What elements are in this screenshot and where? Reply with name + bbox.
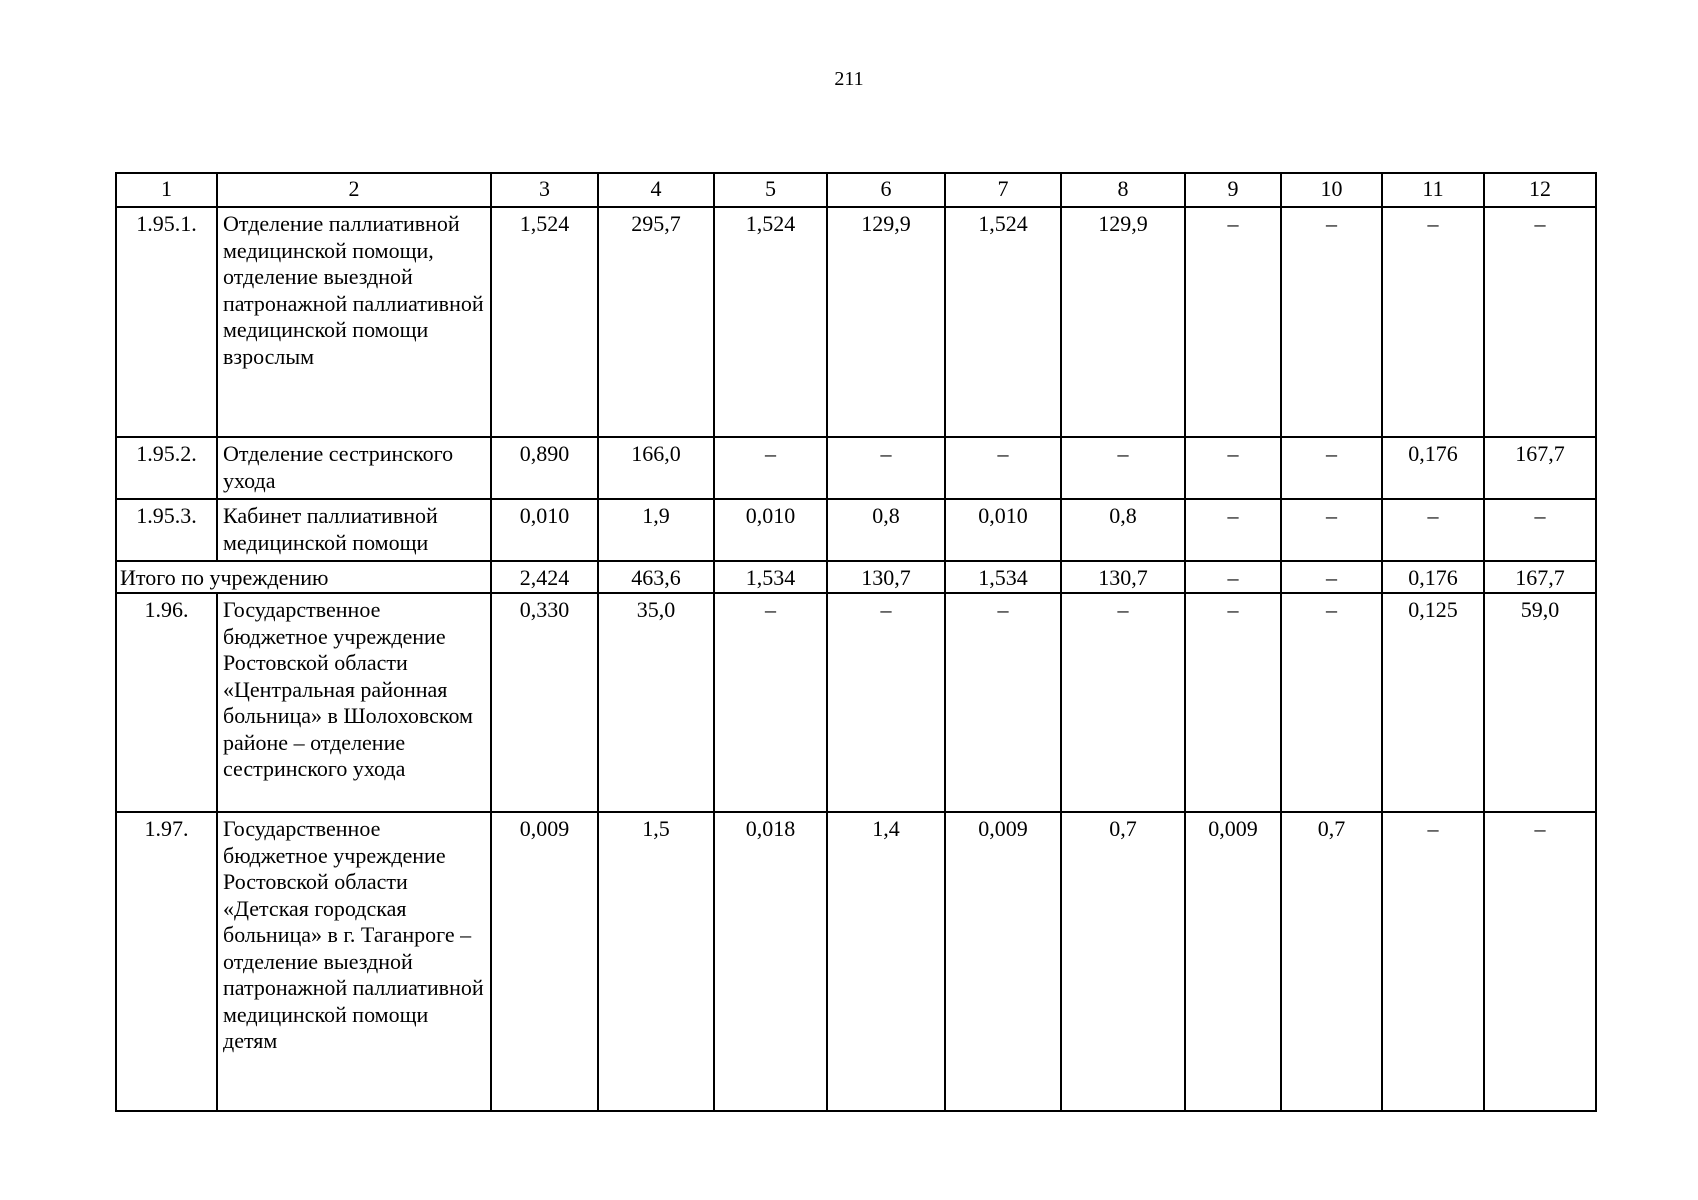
value-cell: 130,7 <box>1061 561 1185 593</box>
value-cell: – <box>1185 437 1281 499</box>
value-cell: – <box>1061 593 1185 812</box>
value-cell: – <box>1281 437 1382 499</box>
row-name: Государственное бюджетное учреждение Ростовской области «Центральная районная больница» в Шолоховском районе – отделение сестринского ухода <box>217 593 491 812</box>
value-cell: 1,4 <box>827 812 945 1111</box>
value-cell: 0,010 <box>491 499 598 561</box>
value-cell: 0,010 <box>714 499 827 561</box>
row-name: Кабинет паллиативной медицинской помощи <box>217 499 491 561</box>
row-name: Государственное бюджетное учреждение Ростовской области «Детская городская больница» в г. Таганроге – отделение выездной патронажной паллиативной медицинской помощи детям <box>217 812 491 1111</box>
header-cell: 5 <box>714 173 827 207</box>
value-cell: 59,0 <box>1484 593 1596 812</box>
header-cell: 9 <box>1185 173 1281 207</box>
value-cell: 0,009 <box>1185 812 1281 1111</box>
value-cell: 0,7 <box>1061 812 1185 1111</box>
value-cell: 0,010 <box>945 499 1061 561</box>
value-cell: – <box>1382 812 1484 1111</box>
value-cell: – <box>1484 499 1596 561</box>
value-cell: 0,8 <box>1061 499 1185 561</box>
table-row <box>116 593 1596 812</box>
value-cell: 0,890 <box>491 437 598 499</box>
value-cell: – <box>1185 499 1281 561</box>
value-cell: 0,8 <box>827 499 945 561</box>
value-cell: 0,330 <box>491 593 598 812</box>
table-row <box>116 812 1596 1111</box>
row-number: 1.96. <box>116 593 217 812</box>
row-number: 1.95.3. <box>116 499 217 561</box>
value-cell: – <box>1382 207 1484 437</box>
value-cell: – <box>945 593 1061 812</box>
value-cell: – <box>1382 499 1484 561</box>
value-cell: 1,524 <box>945 207 1061 437</box>
table-row <box>116 437 1596 499</box>
value-cell: – <box>827 437 945 499</box>
value-cell: 0,018 <box>714 812 827 1111</box>
value-cell: 0,009 <box>491 812 598 1111</box>
value-cell: 0,176 <box>1382 437 1484 499</box>
data-table <box>115 172 1597 1112</box>
total-row <box>116 561 1596 593</box>
value-cell: – <box>1281 207 1382 437</box>
header-cell: 3 <box>491 173 598 207</box>
value-cell: 1,534 <box>714 561 827 593</box>
value-cell: – <box>714 437 827 499</box>
header-cell: 8 <box>1061 173 1185 207</box>
header-cell: 6 <box>827 173 945 207</box>
value-cell: 0,7 <box>1281 812 1382 1111</box>
value-cell: 2,424 <box>491 561 598 593</box>
value-cell: 0,009 <box>945 812 1061 1111</box>
value-cell: 1,534 <box>945 561 1061 593</box>
value-cell: – <box>827 593 945 812</box>
value-cell: 0,176 <box>1382 561 1484 593</box>
value-cell: – <box>1484 812 1596 1111</box>
total-label: Итого по учреждению <box>116 561 491 593</box>
value-cell: – <box>1061 437 1185 499</box>
value-cell: 167,7 <box>1484 437 1596 499</box>
page-number: 211 <box>834 68 864 90</box>
value-cell: 463,6 <box>598 561 714 593</box>
header-cell: 1 <box>116 173 217 207</box>
table-header-row <box>116 173 1596 207</box>
value-cell: 295,7 <box>598 207 714 437</box>
header-cell: 10 <box>1281 173 1382 207</box>
value-cell: 1,524 <box>491 207 598 437</box>
header-cell: 11 <box>1382 173 1484 207</box>
value-cell: 130,7 <box>827 561 945 593</box>
value-cell: 1,5 <box>598 812 714 1111</box>
value-cell: – <box>1281 561 1382 593</box>
row-name: Отделение сестринского ухода <box>217 437 491 499</box>
value-cell: – <box>1185 207 1281 437</box>
header-cell: 4 <box>598 173 714 207</box>
value-cell: – <box>945 437 1061 499</box>
value-cell: – <box>1484 207 1596 437</box>
table-row <box>116 207 1596 437</box>
value-cell: 129,9 <box>1061 207 1185 437</box>
row-name: Отделение паллиативной медицинской помощи, отделение выездной патронажной паллиативной медицинской помощи взрослым <box>217 207 491 437</box>
value-cell: 166,0 <box>598 437 714 499</box>
value-cell: 0,125 <box>1382 593 1484 812</box>
value-cell: 129,9 <box>827 207 945 437</box>
value-cell: 1,9 <box>598 499 714 561</box>
value-cell: – <box>1281 499 1382 561</box>
value-cell: 1,524 <box>714 207 827 437</box>
row-number: 1.95.2. <box>116 437 217 499</box>
value-cell: – <box>1281 593 1382 812</box>
header-cell: 12 <box>1484 173 1596 207</box>
table-row <box>116 499 1596 561</box>
value-cell: – <box>714 593 827 812</box>
value-cell: – <box>1185 561 1281 593</box>
value-cell: – <box>1185 593 1281 812</box>
header-cell: 7 <box>945 173 1061 207</box>
row-number: 1.95.1. <box>116 207 217 437</box>
value-cell: 35,0 <box>598 593 714 812</box>
row-number: 1.97. <box>116 812 217 1111</box>
value-cell: 167,7 <box>1484 561 1596 593</box>
header-cell: 2 <box>217 173 491 207</box>
